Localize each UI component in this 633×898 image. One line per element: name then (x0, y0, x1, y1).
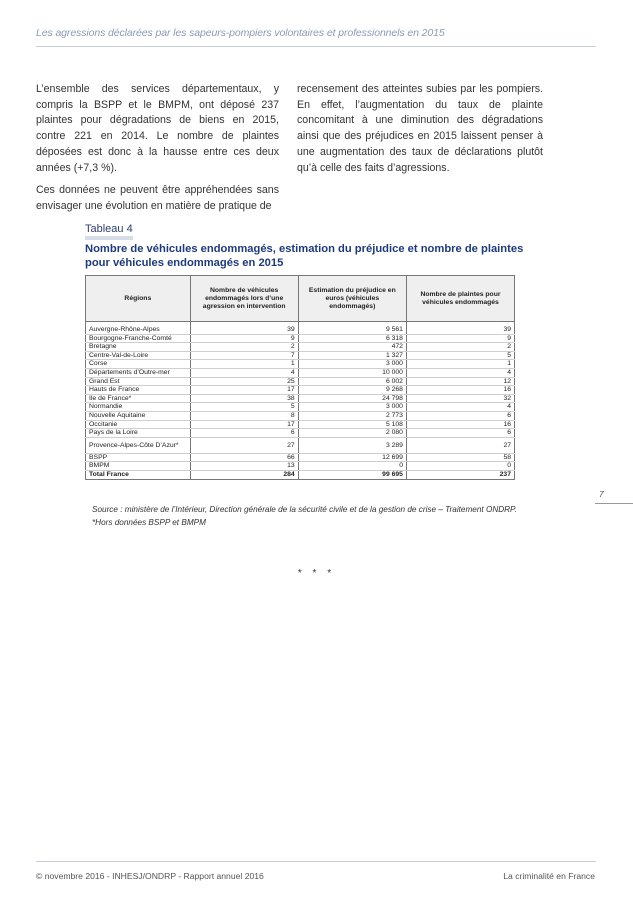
footer-copyright: © novembre 2016 - INHESJ/ONDRP - Rapport annuel 2016 (36, 871, 264, 881)
value-cell: 1 327 (298, 351, 406, 360)
region-cell: Ile de France* (86, 394, 191, 403)
column-header-complaints: Nombre de plaintes pour véhicules endommagés (406, 276, 514, 322)
table-title: Nombre de véhicules endommagés, estimation du préjudice et nombre de plaintes pour véhicules endommagés en 2015 (85, 243, 524, 269)
region-cell: Pays de la Loire (86, 429, 191, 438)
table-header-row (86, 276, 515, 322)
value-cell: 2 773 (298, 411, 406, 420)
value-cell: 16 (406, 420, 514, 429)
value-cell: 3 000 (298, 403, 406, 412)
region-cell: Départements d’Outre-mer (86, 368, 191, 377)
region-cell: Corse (86, 360, 191, 369)
value-cell: 17 (190, 386, 298, 395)
value-cell: 10 000 (298, 368, 406, 377)
table-row (86, 326, 515, 334)
value-cell: 39 (190, 326, 298, 334)
paragraph: L’ensemble des services départementaux, y compris la BSPP et le BMPM, ont déposé 237 plaintes pour dégradations de biens en 2015, contre 221 en 2014. Le nombre de plaintes déposées est donc à la hausse entre ces deux années (+7,3 %). (36, 83, 279, 174)
table-row (86, 437, 515, 453)
value-cell: 27 (406, 437, 514, 453)
paragraph: Ces données ne peuvent être appréhendées sans envisager une évolution en matière de pratique de (36, 184, 279, 212)
value-cell: 5 108 (298, 420, 406, 429)
value-cell: 12 (406, 377, 514, 386)
table-row (86, 377, 515, 386)
table-row (86, 420, 515, 429)
table-source: Source : ministère de l’Intérieur, Direction générale de la sécurité civile et de la gestion de crise – Traitement ONDRP. (92, 505, 517, 514)
table-row (86, 403, 515, 412)
value-cell: 17 (190, 420, 298, 429)
value-cell: 2 (190, 343, 298, 352)
data-table (85, 275, 515, 480)
value-cell: 4 (406, 368, 514, 377)
section-separator: * * * (297, 568, 336, 579)
table-row (86, 360, 515, 369)
value-cell: 9 268 (298, 386, 406, 395)
region-cell: Normandie (86, 403, 191, 412)
total-value-cell: 99 695 (298, 470, 406, 479)
value-cell: 1 (190, 360, 298, 369)
footer-divider (36, 861, 596, 862)
region-cell: BSPP (86, 453, 191, 462)
value-cell: 58 (406, 453, 514, 462)
value-cell: 7 (190, 351, 298, 360)
region-cell: Nouvelle Aquitaine (86, 411, 191, 420)
region-cell: Hauts de France (86, 386, 191, 395)
value-cell: 5 (190, 403, 298, 412)
table-body (86, 322, 515, 480)
value-cell: 2 080 (298, 429, 406, 438)
table-row (86, 334, 515, 343)
value-cell: 6 318 (298, 334, 406, 343)
table-label: Tableau 4 (85, 223, 133, 235)
table-row (86, 411, 515, 420)
region-cell: Provence-Alpes-Côte D’Azur* (86, 437, 191, 453)
value-cell: 39 (406, 326, 514, 334)
table-note: *Hors données BSPP et BMPM (92, 518, 206, 527)
value-cell: 9 561 (298, 326, 406, 334)
value-cell: 4 (406, 403, 514, 412)
table-row (86, 351, 515, 360)
region-cell: Auvergne-Rhône-Alpes (86, 326, 191, 334)
value-cell: 3 000 (298, 360, 406, 369)
value-cell: 2 (406, 343, 514, 352)
value-cell: 38 (190, 394, 298, 403)
value-cell: 9 (406, 334, 514, 343)
value-cell: 24 798 (298, 394, 406, 403)
region-cell: Bretagne (86, 343, 191, 352)
region-cell: Grand Est (86, 377, 191, 386)
table-label-underline (85, 236, 133, 240)
paragraph: recensement des atteintes subies par les pompiers. En effet, l’augmentation du taux de plainte concomitant à une diminution des dégradations ainsi que des préjudices en 2015 laissent penser à une augmentation des taux de déclarations plutôt qu’à celle des faits d’agressions. (297, 83, 543, 174)
value-cell: 16 (406, 386, 514, 395)
total-value-cell: 237 (406, 470, 514, 479)
value-cell: 6 (190, 429, 298, 438)
footer-title: La criminalité en France (503, 871, 595, 881)
table-row (86, 343, 515, 352)
value-cell: 3 289 (298, 437, 406, 453)
value-cell: 8 (190, 411, 298, 420)
value-cell: 25 (190, 377, 298, 386)
value-cell: 6 (406, 429, 514, 438)
column-header-vehicles: Nombre de véhicules endommagés lors d’une agression en intervention (190, 276, 298, 322)
value-cell: 0 (406, 462, 514, 471)
value-cell: 1 (406, 360, 514, 369)
text-column-left (36, 82, 279, 222)
table-total-row (86, 470, 515, 479)
value-cell: 4 (190, 368, 298, 377)
table-row (86, 368, 515, 377)
value-cell: 66 (190, 453, 298, 462)
table-row (86, 386, 515, 395)
value-cell: 27 (190, 437, 298, 453)
value-cell: 472 (298, 343, 406, 352)
header-divider (36, 46, 596, 47)
table-row (86, 394, 515, 403)
page-number: 7 (599, 489, 604, 499)
total-value-cell: 284 (190, 470, 298, 479)
value-cell: 6 (406, 411, 514, 420)
value-cell: 0 (298, 462, 406, 471)
column-header-damage: Estimation du préjudice en euros (véhicules endommagés) (298, 276, 406, 322)
text-column-right (297, 82, 543, 183)
table-row (86, 453, 515, 462)
value-cell: 9 (190, 334, 298, 343)
table-row (86, 462, 515, 471)
region-cell: Occitanie (86, 420, 191, 429)
value-cell: 13 (190, 462, 298, 471)
region-cell: BMPM (86, 462, 191, 471)
value-cell: 32 (406, 394, 514, 403)
total-label-cell: Total France (86, 470, 191, 479)
table-row (86, 429, 515, 438)
running-header: Les agressions déclarées par les sapeurs-pompiers volontaires et professionnels en 2015 (36, 27, 445, 39)
column-header-regions: Régions (86, 276, 191, 322)
value-cell: 5 (406, 351, 514, 360)
page-number-rule (595, 503, 633, 504)
region-cell: Bourgogne-Franche-Comté (86, 334, 191, 343)
region-cell: Centre-Val-de-Loire (86, 351, 191, 360)
value-cell: 6 002 (298, 377, 406, 386)
value-cell: 12 699 (298, 453, 406, 462)
